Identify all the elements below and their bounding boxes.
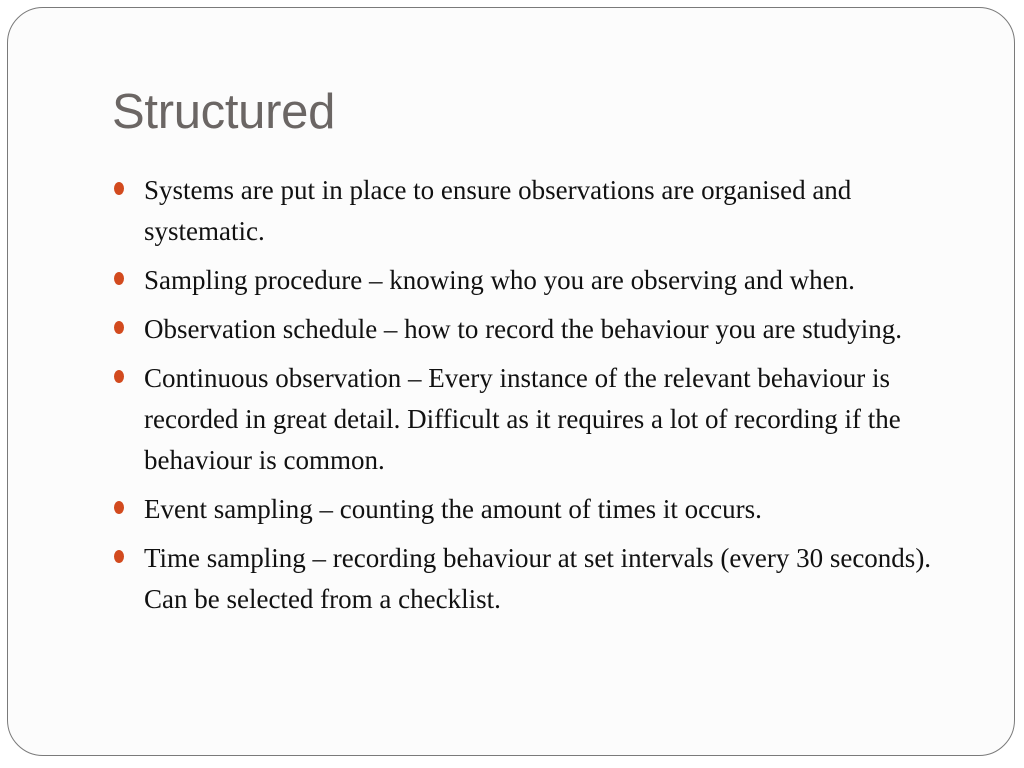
bullet-item (112, 358, 972, 481)
bullet-text: Systems are put in place to ensure observations are organised and systematic. (144, 175, 852, 246)
bullet-item (112, 260, 972, 301)
bullet-dot-icon (114, 370, 124, 383)
bullet-dot-icon (114, 272, 124, 285)
bullet-dot-icon (114, 182, 124, 195)
bullet-dot-icon (114, 550, 124, 563)
bullet-item (112, 538, 972, 620)
bullet-text: Sampling procedure – knowing who you are observing and when. (144, 265, 855, 295)
bullet-item (112, 309, 972, 350)
bullet-dot-icon (114, 501, 124, 514)
bullet-item (112, 489, 972, 530)
bullet-text: Observation schedule – how to record the behaviour you are studying. (144, 314, 903, 344)
slide-title: Structured (112, 85, 336, 139)
slide-frame (7, 7, 1015, 756)
bullet-list (112, 170, 972, 628)
bullet-text: Time sampling – recording behaviour at set intervals (every 30 seconds). Can be selected from a checklist. (144, 543, 932, 614)
bullet-text: Continuous observation – Every instance of the relevant behaviour is recorded in great detail. Difficult as it requires a lot of recording if the behaviour is common. (144, 363, 901, 475)
bullet-dot-icon (114, 321, 124, 334)
bullet-item (112, 170, 972, 252)
bullet-text: Event sampling – counting the amount of times it occurs. (144, 494, 762, 524)
